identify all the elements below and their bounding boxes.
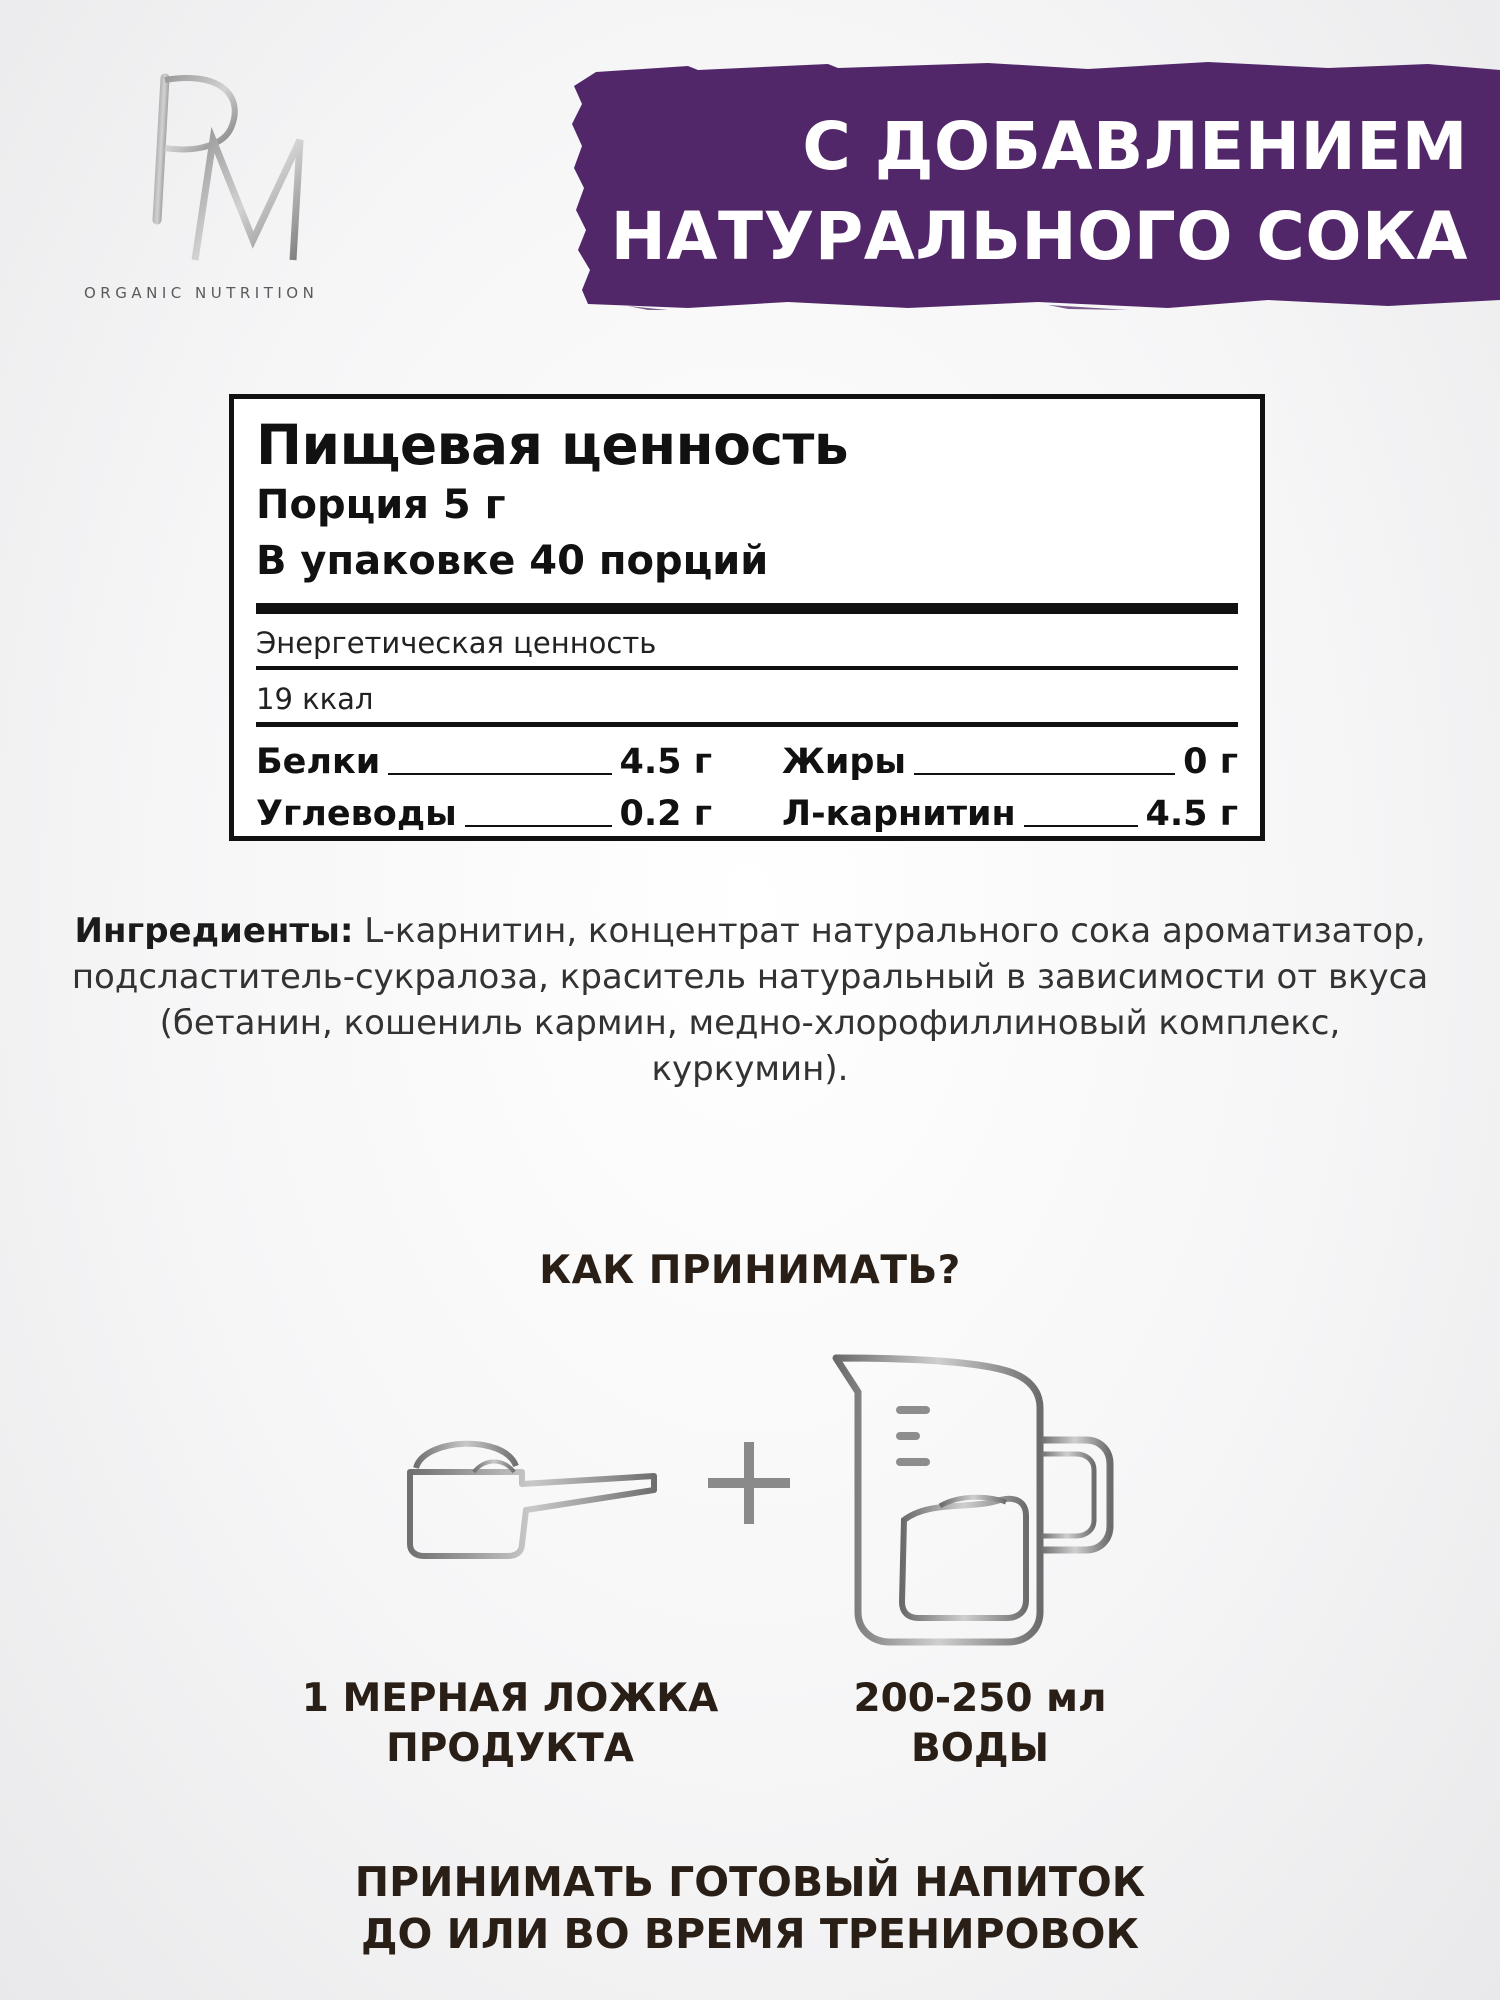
nutrient-row-fat [782,739,1238,785]
nutrient-value: 0 г [1183,742,1238,782]
headline-line-1: С ДОБАВЛЕНИЕМ [802,108,1468,185]
nutrient-label: Белки [256,742,381,782]
nutrient-value: 4.5 г [1145,794,1238,834]
nutrition-facts-panel [229,394,1265,841]
headline-banner [568,60,1500,310]
scoop-caption-line-1: 1 МЕРНАЯ ЛОЖКА [301,1676,719,1721]
nutrient-row-protein [256,739,712,785]
nutrition-title: Пищевая ценность [256,413,849,477]
serving-size: Порция 5 г [256,482,506,528]
scoop-caption [280,1674,740,1774]
scoop-caption-line-2: ПРОДУКТА [386,1726,634,1771]
brand-logo [80,60,380,310]
ingredients-list: L-карнитин, концентрат натурального сока ароматизатор, подсластитель-сукралоза, краситель натуральный в зависимости от вкуса (бетанин, кошениль кармин, медно-хлорофиллиновый комплекс, куркумин). [71,911,1429,1089]
nutrient-label: Углеводы [256,794,457,834]
headline-text [611,102,1468,282]
energy-value: 19 ккал [256,682,374,716]
nutrient-row-carbs [256,791,712,837]
rm-monogram-icon [135,70,355,270]
water-caption [800,1674,1160,1774]
usage-line-2: ДО ИЛИ ВО ВРЕМЯ ТРЕНИРОВОК [360,1910,1140,1958]
measuring-scoop-icon [404,1428,664,1568]
leader-line [465,825,612,827]
nutrient-value: 4.5 г [619,742,712,782]
energy-label: Энергетическая ценность [256,626,657,660]
nutrient-label: Л-карнитин [782,794,1016,834]
leader-line [388,773,611,775]
leader-line [1024,825,1138,827]
ingredients-label: Ингредиенты: [74,911,354,951]
water-caption-line-2: ВОДЫ [910,1726,1050,1771]
nutrient-row-l-carnitine [782,791,1238,837]
measuring-jug-icon [830,1350,1130,1650]
leader-line [914,773,1175,775]
how-to-title: КАК ПРИНИМАТЬ? [539,1248,961,1293]
water-caption-line-1: 200-250 мл [853,1676,1107,1721]
servings-per-pack: В упаковке 40 порций [256,538,769,584]
usage-instruction [0,1856,1500,1960]
divider-thick [256,603,1238,614]
usage-line-1: ПРИНИМАТЬ ГОТОВЫЙ НАПИТОК [354,1858,1146,1906]
plus-icon [706,1440,792,1526]
brand-tagline: ORGANIC NUTRITION [84,284,319,302]
nutrient-value: 0.2 г [619,794,712,834]
headline-line-2: НАТУРАЛЬНОГО СОКА [610,198,1468,275]
divider-mid [256,722,1238,727]
nutrient-label: Жиры [782,742,907,782]
nutrient-grid [256,739,1238,837]
ingredients-text [60,908,1440,1092]
